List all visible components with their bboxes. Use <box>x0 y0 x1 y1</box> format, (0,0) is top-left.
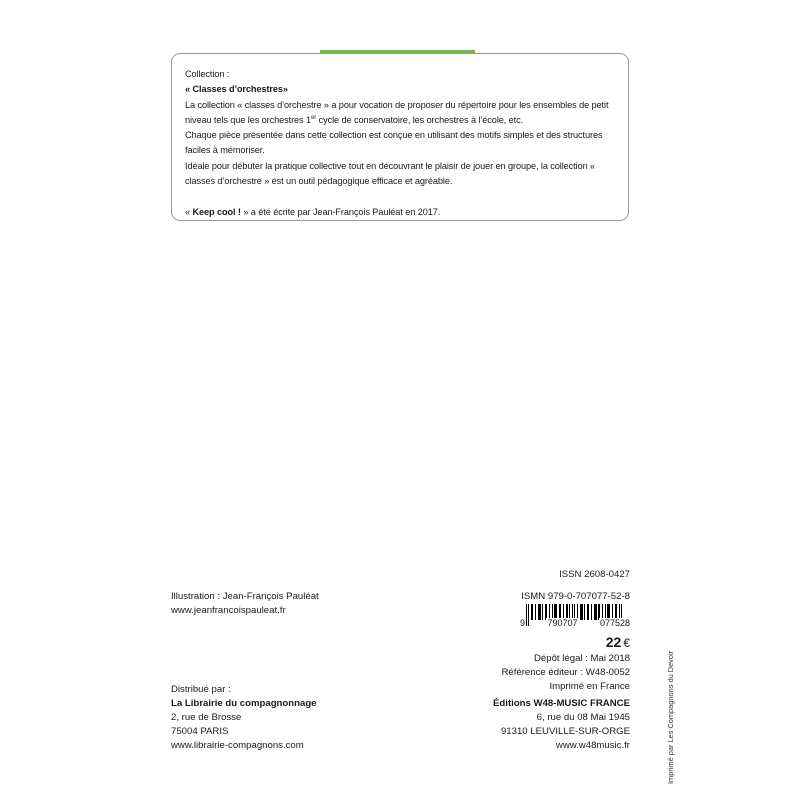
illustration-credit: Illustration : Jean-François Pauléat <box>171 591 319 602</box>
collection-name: « Classes d’orchestres» <box>185 84 288 95</box>
issn: ISSN 2608-0427 <box>559 569 630 580</box>
publisher-street: 6, rue du 08 Mai 1945 <box>536 712 630 723</box>
publisher-name: Éditions W48-MUSIC FRANCE <box>493 698 630 709</box>
collection-description-2: Chaque pièce présentée dans cette collection est conçue en utilisant des motifs simples et des structures faciles à mémoriser. <box>185 130 603 156</box>
publisher-reference: Référence éditeur : W48-0052 <box>501 667 630 678</box>
collection-description-3: Idéale pour débuter la pratique collective tout en découvrant le plaisir de jouer en groupe, la collection « classes d’orchestre » est un outil pédagogique efficace et agréable. <box>185 160 596 187</box>
illustration-website: www.jeanfrancoispauleat.fr <box>171 605 286 616</box>
publisher-website: www.w48music.fr <box>555 740 630 751</box>
distributor-label: Distribué par : <box>171 684 231 695</box>
publisher-city: 91310 LEUVILLE-SUR-ORGE <box>500 726 630 737</box>
distributor-name: La Librairie du compagnonnage <box>171 698 317 709</box>
collection-label: Collection : <box>185 69 230 79</box>
distributor-city: 75004 PARIS <box>171 726 229 737</box>
legal-block <box>501 652 630 694</box>
piece-credit: « Keep cool ! » a été écrite par Jean-François Pauléat en 2017. <box>185 206 441 217</box>
barcode-digits <box>519 618 631 628</box>
collection-info-box <box>171 53 629 221</box>
barcode-digits-left: 790707 <box>547 618 578 628</box>
distributor-block <box>171 683 317 753</box>
depot-legal: Dépôt légal : Mai 2018 <box>534 653 630 664</box>
barcode-digit-lead: 9 <box>520 618 526 628</box>
ismn: ISMN 979-0-707077-52-8 <box>521 591 630 602</box>
price <box>606 634 630 650</box>
collection-description-1: La collection « classes d’orchestre » a pour vocation de proposer du répertoire pour les ensembles de petit niveau tels que les orchestres 1er cycle de conservatoire, les orchestres à l’école, etc. <box>185 99 609 125</box>
publisher-block <box>493 697 630 753</box>
distributor-website: www.librairie-compagnons.com <box>171 740 304 751</box>
printer-note: Imprimé par Les Compagnons du Devoir <box>666 650 675 784</box>
price-currency: € <box>623 636 630 650</box>
barcode-digits-right: 077528 <box>599 618 630 628</box>
illustration-credit-block <box>171 590 319 618</box>
distributor-street: 2, rue de Brosse <box>171 712 242 723</box>
price-amount: 22 <box>605 634 622 650</box>
printed-in: Imprimé en France <box>549 681 630 692</box>
